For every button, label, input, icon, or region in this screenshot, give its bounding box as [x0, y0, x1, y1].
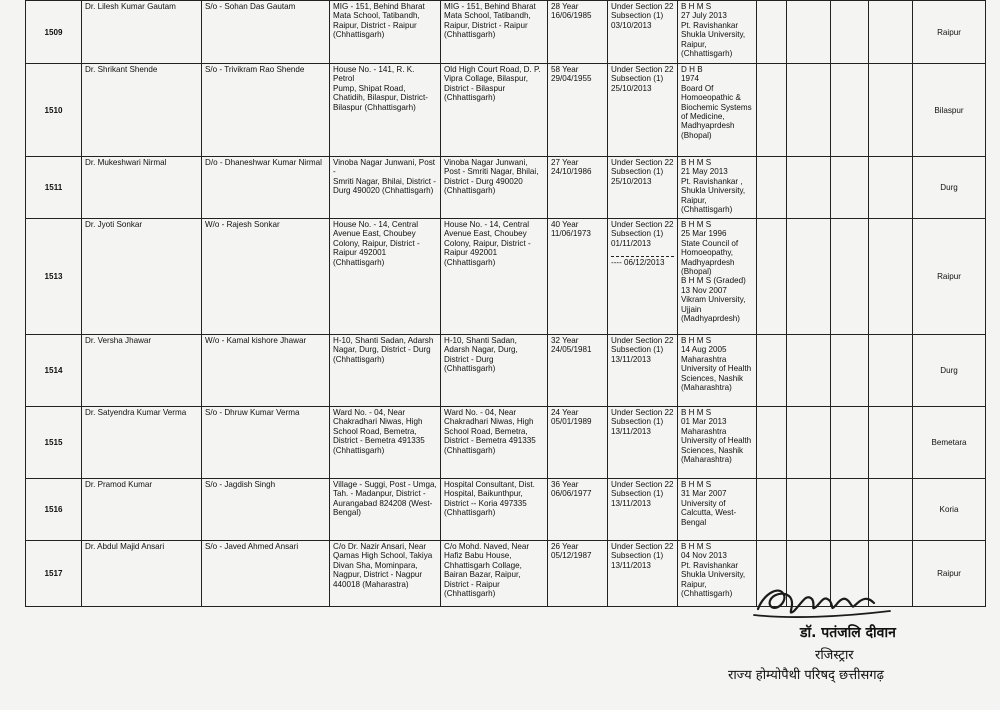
doctor-name-cell: Dr. Pramod Kumar	[82, 479, 202, 541]
registration-cell	[608, 157, 678, 219]
blank-cell	[757, 335, 787, 407]
registration-cell-line: Under Section 22	[611, 336, 674, 345]
qualification-cell-line: State Council of	[681, 238, 739, 248]
permanent-address-cell-line: District - Durg	[444, 354, 494, 364]
registrar-title: रजिस्ट्रार	[815, 648, 854, 663]
present-address-cell-line: Nagar, Durg, District - Durg	[333, 345, 431, 355]
registration-cell-line: Subsection (1)	[611, 489, 664, 499]
age-dob-cell	[548, 407, 608, 479]
qualification-cell-line: Ujjain	[681, 304, 702, 314]
district-cell: Bilaspur	[913, 64, 986, 157]
registration-cell-line: Subsection (1)	[611, 345, 664, 355]
permanent-address-cell	[441, 64, 548, 157]
present-address-cell-line: District - Bemetra 491335	[333, 436, 425, 446]
permanent-address-cell-line: Ward No. - 04, Near	[444, 408, 517, 417]
relation-cell: D/o - Dhaneshwar Kumar Nirmal	[202, 157, 330, 219]
permanent-address-cell-line: School Road, Bemetra,	[444, 426, 528, 436]
doctor-name-cell: Dr. Mukeshwari Nirmal	[82, 157, 202, 219]
present-address-cell-line: Mata School, Tatibandh,	[333, 11, 420, 21]
registration-cell-line: Under Section 22	[611, 220, 674, 229]
district-cell: Durg	[913, 157, 986, 219]
qualification-cell-line: Raipur,	[681, 579, 707, 589]
present-address-cell-line: House No. - 14, Central	[333, 220, 419, 229]
qualification-cell	[678, 335, 757, 407]
qualification-cell-line: Calcutta, West-	[681, 508, 737, 518]
age-dob-cell	[548, 157, 608, 219]
qualification-cell-line: B H M S	[681, 158, 712, 167]
permanent-address-cell-line: H-10, Shanti Sadan,	[444, 336, 517, 345]
present-address-cell-line: Village - Suggi, Post - Umga,	[333, 480, 437, 489]
qualification-cell-line: Pt. Ravishankar	[681, 560, 739, 570]
handwritten-signature	[750, 575, 900, 625]
serial-number-cell: 1517	[26, 541, 82, 607]
present-address-cell-line: C/o Dr. Nazir Ansari, Near	[333, 542, 427, 551]
district-cell: Koria	[913, 479, 986, 541]
qualification-cell	[678, 157, 757, 219]
qualification-cell-line: (Chhattisgarh)	[681, 589, 733, 599]
qualification-cell-line: Vikram University,	[681, 295, 746, 305]
blank-cell	[869, 1, 913, 64]
qualification-cell-line: 21 May 2013	[681, 167, 728, 177]
qualification-cell-line: Pt. Ravishankar ,	[681, 176, 743, 186]
qualification-cell-line: Bengal	[681, 517, 707, 527]
permanent-address-cell-line: C/o Mohd. Naved, Near	[444, 542, 530, 551]
qualification-cell-line: University of Health	[681, 436, 752, 446]
qualification-cell	[678, 219, 757, 335]
table-row	[26, 219, 986, 335]
age-dob-cell	[548, 541, 608, 607]
qualification-cell-line: Raipur,	[681, 195, 707, 205]
present-address-cell-line: Pump, Shipat Road,	[333, 83, 406, 93]
permanent-address-cell-line: District - Raipur	[444, 579, 500, 589]
present-address-cell-line: (Chhattisgarh)	[333, 354, 385, 364]
serial-number-cell: 1513	[26, 219, 82, 335]
qualification-cell-line: (Bhopal)	[681, 130, 712, 140]
present-address-cell-line: (Chhattisgarh)	[333, 445, 385, 455]
permanent-address-cell-line: (Chhattisgarh)	[444, 93, 496, 103]
present-address-cell-line: Divan Sha, Mominpara,	[333, 560, 418, 570]
qualification-cell-line: B H M S	[681, 480, 712, 489]
permanent-address-cell-line: (Chhattisgarh)	[444, 30, 496, 40]
age-dob-cell-line: 36 Year	[551, 480, 579, 489]
age-dob-cell-line: 06/06/1977	[551, 489, 592, 499]
qualification-cell-line: Sciences, Nashik	[681, 373, 744, 383]
registration-cell-line: 13/11/2013	[611, 560, 651, 570]
permanent-address-cell	[441, 1, 548, 64]
qualification-cell	[678, 64, 757, 157]
present-address-cell-line: MIG - 151, Behind Bharat	[333, 2, 425, 11]
age-dob-cell-line: 40 Year	[551, 220, 579, 229]
relation-cell: S/o - Javed Ahmed Ansari	[202, 541, 330, 607]
permanent-address-cell-line: Colony, Raipur, District -	[444, 238, 531, 248]
qualification-cell-line: Pt. Ravishankar	[681, 20, 739, 30]
present-address-cell-line: Smriti Nagar, Bhilai, District -	[333, 176, 436, 186]
age-dob-cell-line: 24/05/1981	[551, 345, 592, 355]
relation-cell: S/o - Jagdish Singh	[202, 479, 330, 541]
table-row	[26, 335, 986, 407]
permanent-address-cell-line: (Chhattisgarh)	[444, 364, 496, 374]
serial-number-cell: 1509	[26, 1, 82, 64]
doctor-name-cell: Dr. Lilesh Kumar Gautam	[82, 1, 202, 64]
present-address-cell-line: School Road, Bemetra,	[333, 426, 417, 436]
qualification-cell-line: (Chhattisgarh)	[681, 205, 733, 215]
present-address-cell-line: 440018 (Maharastra)	[333, 579, 409, 589]
permanent-address-cell	[441, 219, 548, 335]
district-cell: Durg	[913, 335, 986, 407]
permanent-address-cell-line: (Chhattisgarh)	[444, 445, 496, 455]
serial-number-cell: 1514	[26, 335, 82, 407]
present-address-cell	[330, 157, 441, 219]
qualification-cell-line: 01 Mar 2013	[681, 417, 727, 427]
qualification-cell-line: Shukla University,	[681, 570, 746, 580]
present-address-cell-line: Aurangabad 824208 (West-	[333, 498, 433, 508]
registration-cell	[608, 479, 678, 541]
relation-cell: W/o - Kamal kishore Jhawar	[202, 335, 330, 407]
registration-cell-line: 13/11/2013	[611, 498, 651, 508]
blank-cell	[869, 64, 913, 157]
blank-cell	[831, 64, 869, 157]
age-dob-cell-line: 24 Year	[551, 408, 579, 417]
permanent-address-cell-line: (Chhattisgarh)	[444, 508, 496, 518]
permanent-address-cell-line: Chakradhari Niwas, High	[444, 417, 534, 427]
council-name: राज्य होम्योपैथी परिषद् छत्तीसगढ़	[728, 668, 884, 683]
qualification-cell-line: Madhyaprdesh	[681, 121, 735, 131]
registration-cell	[608, 407, 678, 479]
qualification-cell-line: Raipur,	[681, 39, 707, 49]
blank-cell	[869, 219, 913, 335]
age-dob-cell	[548, 219, 608, 335]
permanent-address-cell	[441, 335, 548, 407]
qualification-cell-line: Maharashtra	[681, 426, 727, 436]
present-address-cell-line: Raipur 492001	[333, 248, 387, 258]
age-dob-cell-line: 29/04/1955	[551, 74, 592, 84]
age-dob-cell	[548, 335, 608, 407]
doctor-name-cell: Dr. Versha Jhawar	[82, 335, 202, 407]
blank-cell	[787, 335, 831, 407]
relation-cell: S/o - Trivikram Rao Shende	[202, 64, 330, 157]
blank-cell	[831, 407, 869, 479]
registrar-name: डॉ. पतंजलि दीवान	[800, 625, 896, 641]
registration-cell-line: Subsection (1)	[611, 74, 664, 84]
blank-cell	[787, 1, 831, 64]
present-address-cell-line: House No. - 141, R. K. Petrol	[333, 65, 415, 84]
present-address-cell-line: Chakradhari Niwas, High	[333, 417, 423, 427]
registration-cell-line: Under Section 22	[611, 2, 674, 11]
doctor-name-cell: Dr. Abdul Majid Ansari	[82, 541, 202, 607]
age-dob-cell-line: 26 Year	[551, 542, 579, 551]
age-dob-cell-line: 58 Year	[551, 65, 579, 74]
present-address-cell	[330, 219, 441, 335]
present-address-cell	[330, 541, 441, 607]
blank-cell	[869, 479, 913, 541]
registration-cell-renewal-line: ---- 06/12/2013	[611, 256, 674, 267]
permanent-address-cell	[441, 407, 548, 479]
age-dob-cell-line: 28 Year	[551, 2, 579, 11]
blank-cell	[831, 219, 869, 335]
qualification-cell-line: D H B	[681, 65, 703, 74]
age-dob-cell	[548, 479, 608, 541]
blank-cell	[787, 479, 831, 541]
registration-cell-line: Subsection (1)	[611, 11, 664, 21]
registration-cell	[608, 219, 678, 335]
present-address-cell-line: Chatidih, Bilaspur, District-	[333, 93, 428, 103]
blank-cell	[869, 157, 913, 219]
district-cell: Bemetara	[913, 407, 986, 479]
permanent-address-cell-line: Avenue East, Choubey	[444, 229, 527, 239]
age-dob-cell-line: 16/06/1985	[551, 11, 592, 21]
permanent-address-cell-line: Raipur, District - Raipur	[444, 20, 528, 30]
permanent-address-cell	[441, 541, 548, 607]
qualification-cell-line: (Madhyaprdesh)	[681, 314, 740, 324]
permanent-address-cell-line: House No. - 14, Central	[444, 220, 530, 229]
table-row	[26, 479, 986, 541]
qualification-cell-line: B H M S (Graded)	[681, 276, 746, 286]
age-dob-cell-line: 24/10/1986	[551, 167, 592, 177]
serial-number-cell: 1511	[26, 157, 82, 219]
age-dob-cell-line: 05/12/1987	[551, 551, 592, 561]
age-dob-cell-line: 11/06/1973	[551, 229, 591, 239]
permanent-address-cell-line: MIG - 151, Behind Bharat	[444, 2, 536, 11]
blank-cell	[869, 335, 913, 407]
permanent-address-cell-line: Chhattisgarh Collage,	[444, 560, 522, 570]
registration-cell-line: 13/11/2013	[611, 354, 651, 364]
blank-cell	[757, 157, 787, 219]
blank-cell	[757, 479, 787, 541]
qualification-cell-line: 04 Nov 2013	[681, 551, 727, 561]
permanent-address-cell-line: (Chhattisgarh)	[444, 589, 496, 599]
permanent-address-cell-line: Bairan Bazar, Raipur,	[444, 570, 521, 580]
age-dob-cell-line: 27 Year	[551, 158, 579, 167]
registration-cell-line: Subsection (1)	[611, 551, 664, 561]
present-address-cell	[330, 479, 441, 541]
qualification-cell-line: 31 Mar 2007	[681, 489, 727, 499]
qualification-cell-line: 25 Mar 1996	[681, 229, 727, 239]
qualification-cell-line: B H M S	[681, 408, 712, 417]
qualification-cell-line: Biochemic Systems	[681, 102, 752, 112]
table-row	[26, 64, 986, 157]
relation-cell: S/o - Dhruw Kumar Verma	[202, 407, 330, 479]
qualification-cell-line: Maharashtra	[681, 354, 727, 364]
permanent-address-cell-line: Raipur 492001	[444, 248, 498, 258]
registration-cell-line: Under Section 22	[611, 65, 674, 74]
blank-cell	[787, 219, 831, 335]
qualification-cell-line: 27 July 2013	[681, 11, 727, 21]
present-address-cell-line: Bengal)	[333, 508, 361, 518]
qualification-cell-line: (Maharashtra)	[681, 455, 732, 465]
qualification-cell-line: Board Of	[681, 83, 714, 93]
qualification-cell-line: B H M S	[681, 542, 712, 551]
present-address-cell	[330, 1, 441, 64]
permanent-address-cell-line: (Chhattisgarh)	[444, 186, 496, 196]
table-row	[26, 407, 986, 479]
district-cell: Raipur	[913, 219, 986, 335]
present-address-cell-line: Nagpur, District - Nagpur	[333, 570, 423, 580]
blank-cell	[869, 407, 913, 479]
qualification-cell	[678, 1, 757, 64]
serial-number-cell: 1510	[26, 64, 82, 157]
qualification-cell-line: University of	[681, 498, 726, 508]
permanent-address-cell-line: District - Durg 490020	[444, 176, 523, 186]
blank-cell	[787, 157, 831, 219]
present-address-cell-line: Ward No. - 04, Near	[333, 408, 406, 417]
table-row	[26, 157, 986, 219]
present-address-cell-line: (Chhattisgarh)	[333, 30, 385, 40]
present-address-cell	[330, 407, 441, 479]
blank-cell	[787, 407, 831, 479]
registration-cell	[608, 64, 678, 157]
qualification-cell-line: B H M S	[681, 2, 712, 11]
qualification-cell-line: (Chhattisgarh)	[681, 49, 733, 59]
blank-cell	[757, 219, 787, 335]
qualification-cell-line: University of Health	[681, 364, 752, 374]
qualification-cell-line: Shukla University,	[681, 186, 746, 196]
permanent-address-cell-line: Adarsh Nagar, Durg,	[444, 345, 518, 355]
permanent-address-cell-line: Post - Smriti Nagar, Bhilai,	[444, 167, 539, 177]
permanent-address-cell	[441, 479, 548, 541]
doctor-name-cell: Dr. Satyendra Kumar Verma	[82, 407, 202, 479]
present-address-cell-line: H-10, Shanti Sadan, Adarsh	[333, 336, 434, 345]
registration-cell-line: 03/10/2013	[611, 20, 652, 30]
age-dob-cell-line: 05/01/1989	[551, 417, 592, 427]
present-address-cell-line: Vinoba Nagar Junwani, Post -	[333, 158, 435, 177]
qualification-cell-line: Homoeopathic &	[681, 93, 741, 103]
blank-cell	[757, 1, 787, 64]
registration-cell-line: 13/11/2013	[611, 426, 651, 436]
registration-cell-line: Under Section 22	[611, 480, 674, 489]
present-address-cell-line: Durg 490020 (Chhattisgarh)	[333, 186, 434, 196]
permanent-address-cell-line: District - Bilaspur	[444, 83, 506, 93]
relation-cell: S/o - Sohan Das Gautam	[202, 1, 330, 64]
district-cell: Raipur	[913, 541, 986, 607]
qualification-cell-line: (Bhopal)	[681, 267, 712, 277]
blank-cell	[831, 1, 869, 64]
blank-cell	[787, 64, 831, 157]
registration-cell-line: Under Section 22	[611, 542, 674, 551]
qualification-cell-line: (Maharashtra)	[681, 383, 732, 393]
age-dob-cell	[548, 64, 608, 157]
qualification-cell-line: Homoeopathy,	[681, 248, 734, 258]
qualification-cell-line: Shukla University,	[681, 30, 746, 40]
table-row	[26, 1, 986, 64]
permanent-address-cell-line: Vinoba Nagar Junwani,	[444, 158, 528, 167]
age-dob-cell-line: 32 Year	[551, 336, 579, 345]
qualification-cell-line: Madhyaprdesh	[681, 257, 735, 267]
present-address-cell-line: Tah. - Madanpur, District -	[333, 489, 426, 499]
registrar-signature-block	[720, 575, 980, 705]
permanent-address-cell	[441, 157, 548, 219]
permanent-address-cell-line: Hospital Consultant, Dist.	[444, 480, 535, 489]
qualification-cell-line: of Medicine,	[681, 112, 725, 122]
present-address-cell-line: Colony, Raipur, District -	[333, 238, 420, 248]
permanent-address-cell-line: Hafiz Babu House,	[444, 551, 512, 561]
present-address-cell-line: Bilaspur (Chhattisgarh)	[333, 102, 416, 112]
serial-number-cell: 1515	[26, 407, 82, 479]
doctor-name-cell: Dr. Jyoti Sonkar	[82, 219, 202, 335]
permanent-address-cell-line: Mata School, Tatibandh,	[444, 11, 531, 21]
present-address-cell	[330, 335, 441, 407]
permanent-address-cell-line: Vipra Collage, Bilaspur,	[444, 74, 528, 84]
blank-cell	[831, 479, 869, 541]
qualification-cell	[678, 407, 757, 479]
qualification-cell	[678, 479, 757, 541]
qualification-cell-line: 1974	[681, 74, 700, 84]
registration-cell-line: 01/11/2013	[611, 238, 651, 248]
district-cell: Raipur	[913, 1, 986, 64]
present-address-cell-line: (Chhattisgarh)	[333, 257, 385, 267]
serial-number-cell: 1516	[26, 479, 82, 541]
qualification-cell-line: Sciences, Nashik	[681, 445, 744, 455]
present-address-cell-line: Qamas High School, Takiya	[333, 551, 433, 561]
age-dob-cell	[548, 1, 608, 64]
registration-cell	[608, 335, 678, 407]
qualification-cell-line: 14 Aug 2005	[681, 345, 727, 355]
blank-cell	[831, 157, 869, 219]
qualification-cell-line: 13 Nov 2007	[681, 285, 727, 295]
permanent-address-cell-line: (Chhattisgarh)	[444, 257, 496, 267]
qualification-cell-line: B H M S	[681, 220, 712, 229]
registration-cell	[608, 541, 678, 607]
present-address-cell	[330, 64, 441, 157]
table-body	[26, 1, 986, 607]
registration-cell-line: Under Section 22	[611, 158, 674, 167]
relation-cell: W/o - Rajesh Sonkar	[202, 219, 330, 335]
qualification-cell-line: B H M S	[681, 336, 712, 345]
present-address-cell-line: Avenue East, Choubey	[333, 229, 416, 239]
registration-table	[25, 0, 986, 607]
permanent-address-cell-line: District -- Koria 497335	[444, 498, 527, 508]
registration-cell-line: Subsection (1)	[611, 417, 664, 427]
present-address-cell-line: Raipur, District - Raipur	[333, 20, 417, 30]
blank-cell	[831, 335, 869, 407]
blank-cell	[757, 64, 787, 157]
registration-cell-line: Under Section 22	[611, 408, 674, 417]
permanent-address-cell-line: District - Bemetra 491335	[444, 436, 536, 446]
doctor-name-cell: Dr. Shrikant Shende	[82, 64, 202, 157]
registration-cell-line: Subsection (1)	[611, 229, 664, 239]
permanent-address-cell-line: Hospital, Baikunthpur,	[444, 489, 523, 499]
permanent-address-cell-line: Old High Court Road, D. P.	[444, 65, 541, 74]
blank-cell	[757, 407, 787, 479]
registration-cell-line: 25/10/2013	[611, 176, 652, 186]
registration-cell-line: Subsection (1)	[611, 167, 664, 177]
registration-cell	[608, 1, 678, 64]
registration-cell-line: 25/10/2013	[611, 83, 652, 93]
